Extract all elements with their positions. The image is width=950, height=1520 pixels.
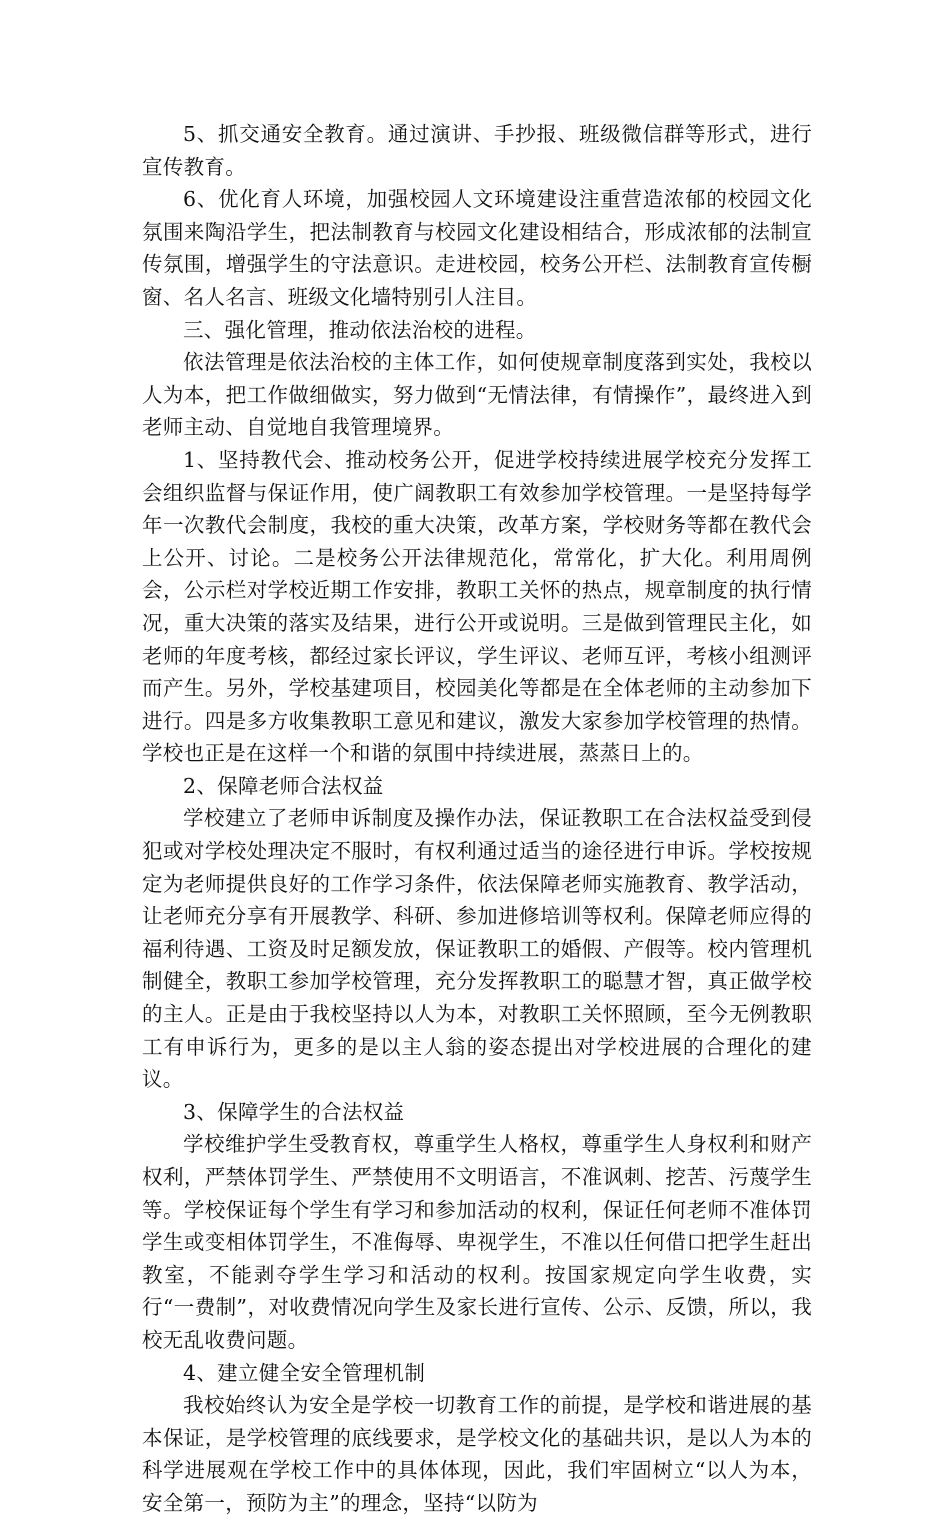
paragraph-traffic-safety: 5、抓交通安全教育。通过演讲、手抄报、班级微信群等形式，进行宣传教育。 (142, 122, 812, 179)
subheading-teacher-rights: 2、保障老师合法权益 (183, 773, 384, 798)
subheading-safety-mechanism: 4、建立健全安全管理机制 (183, 1360, 426, 1385)
paragraph-safety-mechanism: 我校始终认为安全是学校一切教育工作的前提，是学校和谐进展的基本保证，是学校管理的底线要求，是学校文化的基础共识，是以人为本的科学进展观在学校工作中的具体体现，因此，我们牢固树立“以人为本，安全第一，预防为主”的理念，坚持“以防为 (142, 1393, 812, 1515)
paragraph-environment: 6、优化育人环境，加强校园人文环境建设注重营造浓郁的校园文化氛围来陶沿学生，把法制教育与校园文化建设相结合，形成浓郁的法制宣传氛围，增强学生的守法意识。走进校园，校务公开栏、法制教育宣传橱窗、名人名言、班级文化墙特别引人注目。 (142, 187, 812, 309)
paragraph-staff-congress: 1、坚持教代会、推动校务公开，促进学校持续进展学校充分发挥工会组织监督与保证作用，使广阔教职工有效参加学校管理。一是坚持每学年一次教代会制度，我校的重大决策，改革方案，学校财务等都在教代会上公开、讨论。二是校务公开法律规范化，常常化，扩大化。利用周例会，公示栏对学校近期工作安排，教职工关怀的热点，规章制度的执行情况，重大决策的落实及结果，进行公开或说明。三是做到管理民主化，如老师的年度考核，都经过家长评议，学生评议、老师互评，考核小组测评而产生。另外，学校基建项目，校园美化等都是在全体老师的主动参加下进行。四是多方收集教职工意见和建议，激发大家参加学校管理的热情。学校也正是在这样一个和谐的氛围中持续进展，蒸蒸日上的。 (142, 447, 812, 766)
subheading-student-rights: 3、保障学生的合法权益 (183, 1099, 405, 1124)
document-body (142, 118, 812, 1520)
paragraph-student-rights: 学校维护学生受教育权，尊重学生人格权，尊重学生人身权利和财产权利，严禁体罚学生、严禁使用不文明语言，不准讽刺、挖苦、污蔑学生等。学校保证每个学生有学习和参加活动的权利，保证任何老师不准体罚学生或变相体罚学生，不准侮辱、卑视学生，不准以任何借口把学生赶出教室，不能剥夺学生学习和活动的权利。按国家规定向学生收费，实行“一费制”，对收费情况向学生及家长进行宣传、公示、反馈，所以，我校无乱收费问题。 (142, 1132, 812, 1352)
paragraph-teacher-rights: 学校建立了老师申诉制度及操作办法，保证教职工在合法权益受到侵犯或对学校处理决定不服时，有权利通过适当的途径进行申诉。学校按规定为老师提供良好的工作学习条件，依法保障老师实施教育、教学活动，让老师充分享有开展教学、科研、参加进修培训等权利。保障老师应得的福利待遇、工资及时足额发放，保证教职工的婚假、产假等。校内管理机制健全，教职工参加学校管理，充分发挥教职工的聪慧才智，真正做学校的主人。正是由于我校坚持以人为本，对教职工关怀照顾，至今无例教职工有申诉行为，更多的是以主人翁的姿态提出对学校进展的合理化的建议。 (142, 806, 812, 1092)
section-heading-management: 三、强化管理，推动依法治校的进程。 (183, 317, 537, 342)
paragraph-lawful-management: 依法管理是依法治校的主体工作，如何使规章制度落到实处，我校以人为本，把工作做细做实，努力做到“无情法律，有情操作”，最终进入到老师主动、自觉地自我管理境界。 (142, 350, 812, 440)
